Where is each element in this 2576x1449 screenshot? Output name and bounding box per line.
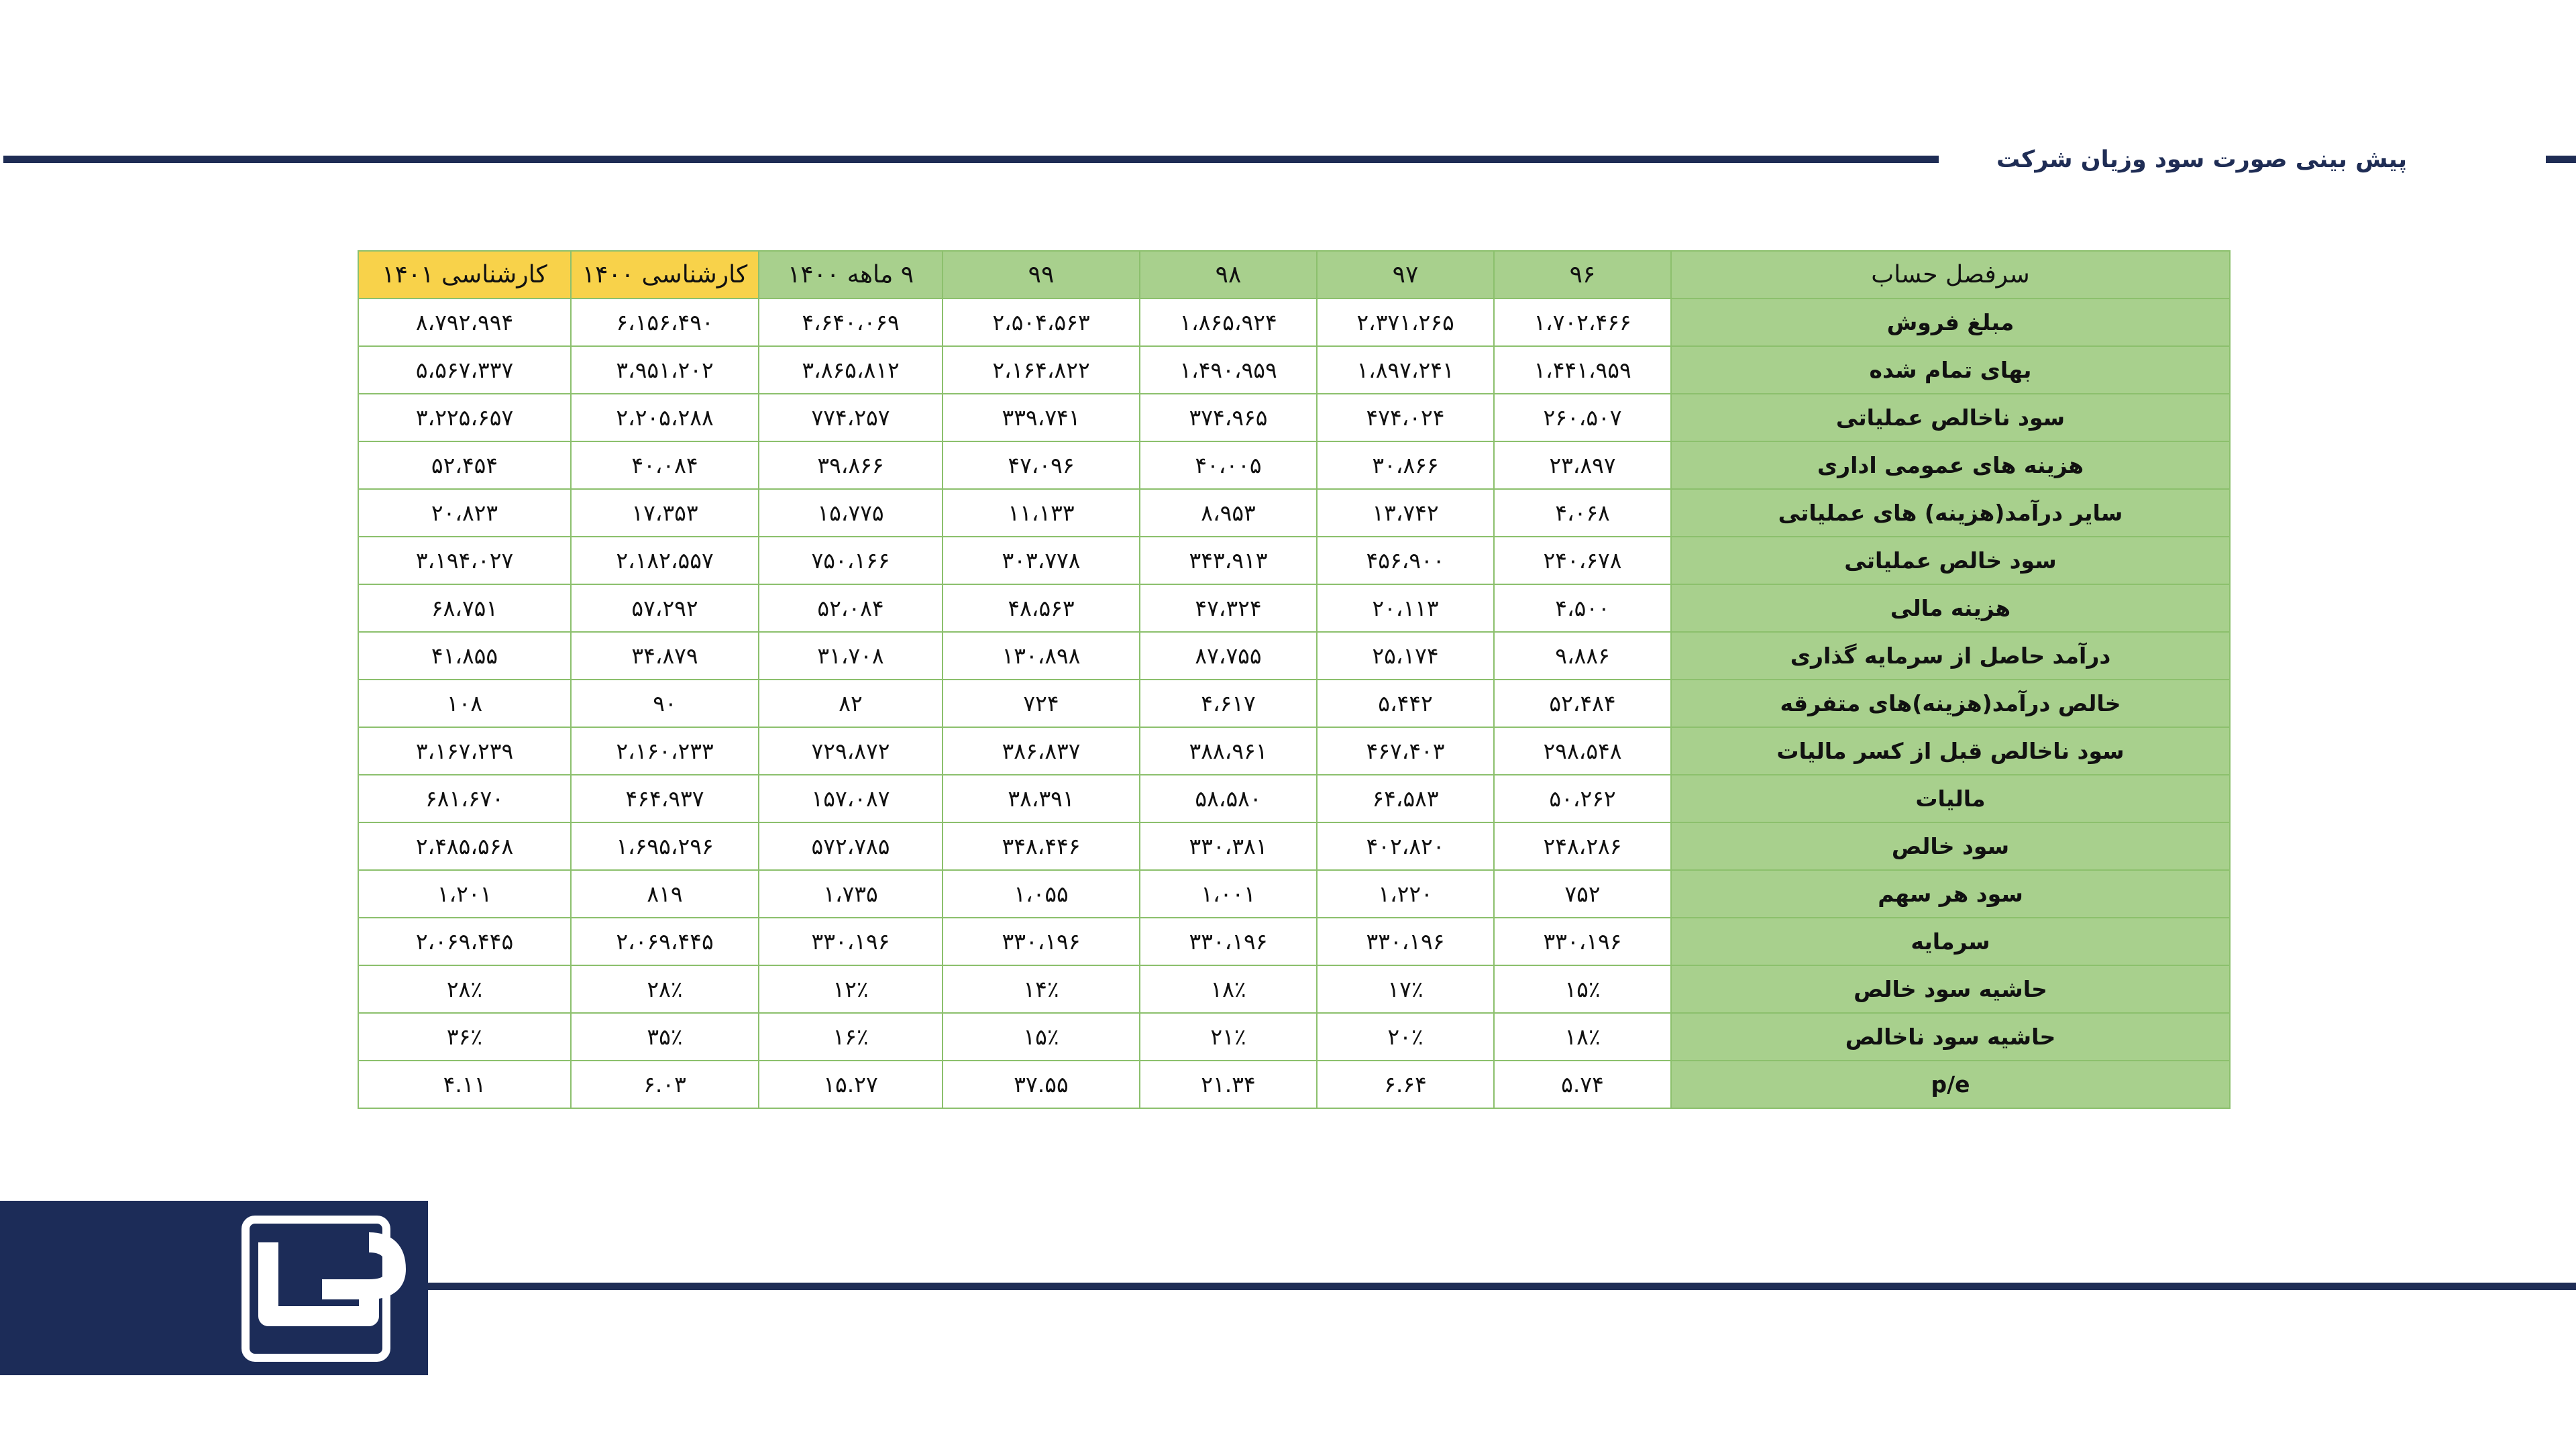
bottom-divider-line	[426, 1283, 2576, 1290]
table-cell: ۴۷،۳۲۴	[1140, 584, 1317, 632]
row-label: سود ناخالص قبل از کسر مالیات	[1671, 727, 2230, 775]
table-cell: ۳۷۴،۹۶۵	[1140, 394, 1317, 441]
table-cell: ۷۷۴،۲۵۷	[759, 394, 943, 441]
table-cell: ۱،۴۹۰،۹۵۹	[1140, 346, 1317, 394]
table-row	[358, 489, 2230, 537]
table-cell: ۱،۴۴۱،۹۵۹	[1494, 346, 1671, 394]
table-cell: ۵۲،۴۸۴	[1494, 680, 1671, 727]
table-row	[358, 299, 2230, 346]
column-header-expert-1401: کارشناسی ۱۴۰۱	[358, 251, 571, 299]
table-cell: ۱،۷۳۵	[759, 870, 943, 918]
table-cell: ۳۸،۳۹۱	[943, 775, 1140, 822]
table-cell: ۳۳۰،۱۹۶	[943, 918, 1140, 965]
table-cell: ۱،۷۰۲،۴۶۶	[1494, 299, 1671, 346]
table-row	[358, 918, 2230, 965]
column-header-9m-1400: ۹ ماهه ۱۴۰۰	[759, 251, 943, 299]
table-cell: ۳۴۸،۴۴۶	[943, 822, 1140, 870]
table-cell: ۳۳۰،۱۹۶	[759, 918, 943, 965]
table-cell: ۶۸۱،۶۷۰	[358, 775, 571, 822]
table-row	[358, 1061, 2230, 1108]
table-cell: ۷۵۲	[1494, 870, 1671, 918]
table-row	[358, 870, 2230, 918]
table-cell: ۵،۴۴۲	[1317, 680, 1494, 727]
table-cell: ۱۵.۲۷	[759, 1061, 943, 1108]
table-cell: ۴۷،۰۹۶	[943, 441, 1140, 489]
table-row	[358, 346, 2230, 394]
row-label: p/e	[1671, 1061, 2230, 1108]
row-label: سود ناخالص عملیاتی	[1671, 394, 2230, 441]
column-header-97: ۹۷	[1317, 251, 1494, 299]
table-cell: ۱،۸۶۵،۹۲۴	[1140, 299, 1317, 346]
table-cell: ۲۱٪	[1140, 1013, 1317, 1061]
row-label: سود خالص عملیاتی	[1671, 537, 2230, 584]
table-cell: ۳۸۸،۹۶۱	[1140, 727, 1317, 775]
table-cell: ۴۸،۵۶۳	[943, 584, 1140, 632]
table-cell: ۵۰،۲۶۲	[1494, 775, 1671, 822]
table-cell: ۱۸٪	[1140, 965, 1317, 1013]
table-cell: ۳۱،۷۰۸	[759, 632, 943, 680]
table-cell: ۱۷،۳۵۳	[571, 489, 759, 537]
table-cell: ۶،۱۵۶،۴۹۰	[571, 299, 759, 346]
table-cell: ۵۲،۴۵۴	[358, 441, 571, 489]
table-cell: ۱۵،۷۷۵	[759, 489, 943, 537]
table-cell: ۳۴،۸۷۹	[571, 632, 759, 680]
table-cell: ۴۶۷،۴۰۳	[1317, 727, 1494, 775]
page-title: پیش بینی صورت سود وزیان شرکت	[1996, 146, 2407, 173]
table-cell: ۳۰،۸۶۶	[1317, 441, 1494, 489]
table-cell: ۴۰،۰۰۵	[1140, 441, 1317, 489]
table-cell: ۵۸،۵۸۰	[1140, 775, 1317, 822]
row-label: مالیات	[1671, 775, 2230, 822]
table-cell: ۴،۵۰۰	[1494, 584, 1671, 632]
table-cell: ۵.۷۴	[1494, 1061, 1671, 1108]
column-header-99: ۹۹	[943, 251, 1140, 299]
table-cell: ۱۲٪	[759, 965, 943, 1013]
table-row	[358, 441, 2230, 489]
table-cell: ۲،۵۰۴،۵۶۳	[943, 299, 1140, 346]
row-label: درآمد حاصل از سرمایه گذاری	[1671, 632, 2230, 680]
table-cell: ۱۵٪	[1494, 965, 1671, 1013]
table-cell: ۲،۴۸۵،۵۶۸	[358, 822, 571, 870]
company-logo-icon	[241, 1216, 416, 1363]
table-cell: ۱۴٪	[943, 965, 1140, 1013]
row-label: سایر درآمد(هزینه) های عملیاتی	[1671, 489, 2230, 537]
table-cell: ۹،۸۸۶	[1494, 632, 1671, 680]
table-cell: ۱،۲۲۰	[1317, 870, 1494, 918]
table-cell: ۲۰،۸۲۳	[358, 489, 571, 537]
table-cell: ۱۸٪	[1494, 1013, 1671, 1061]
table-cell: ۳۶٪	[358, 1013, 571, 1061]
top-divider-line-end	[2546, 156, 2576, 163]
row-label: هزینه های عمومی اداری	[1671, 441, 2230, 489]
table-row	[358, 537, 2230, 584]
row-label: حاشیه سود خالص	[1671, 965, 2230, 1013]
table-cell: ۶.۶۴	[1317, 1061, 1494, 1108]
table-cell: ۲۴۰،۶۷۸	[1494, 537, 1671, 584]
table-cell: ۳۳۰،۱۹۶	[1317, 918, 1494, 965]
table-cell: ۱۰۸	[358, 680, 571, 727]
table-cell: ۲،۱۶۰،۲۳۳	[571, 727, 759, 775]
table-cell: ۴،۶۱۷	[1140, 680, 1317, 727]
table-cell: ۱۳،۷۴۲	[1317, 489, 1494, 537]
table-cell: ۲،۰۶۹،۴۴۵	[571, 918, 759, 965]
table-cell: ۱،۸۹۷،۲۴۱	[1317, 346, 1494, 394]
table-body	[358, 299, 2230, 1108]
row-label: خالص درآمد(هزینه)های متفرقه	[1671, 680, 2230, 727]
table-cell: ۲۸٪	[571, 965, 759, 1013]
table-cell: ۱۶٪	[759, 1013, 943, 1061]
column-header-96: ۹۶	[1494, 251, 1671, 299]
logo-panel	[0, 1201, 428, 1375]
table-row	[358, 394, 2230, 441]
table-cell: ۸۲	[759, 680, 943, 727]
table-cell: ۴۱،۸۵۵	[358, 632, 571, 680]
table-cell: ۲۵،۱۷۴	[1317, 632, 1494, 680]
table-cell: ۱۵۷،۰۸۷	[759, 775, 943, 822]
table-cell: ۲۰،۱۱۳	[1317, 584, 1494, 632]
table-cell: ۹۰	[571, 680, 759, 727]
table-cell: ۳،۹۵۱،۲۰۲	[571, 346, 759, 394]
table-cell: ۵۷۲،۷۸۵	[759, 822, 943, 870]
table-cell: ۱۳۰،۸۹۸	[943, 632, 1140, 680]
table-cell: ۳۳۰،۱۹۶	[1140, 918, 1317, 965]
column-header-expert-1400: کارشناسی ۱۴۰۰	[571, 251, 759, 299]
table-cell: ۵،۵۶۷،۳۳۷	[358, 346, 571, 394]
table-cell: ۷۵۰،۱۶۶	[759, 537, 943, 584]
table-row	[358, 965, 2230, 1013]
table-cell: ۲۶۰،۵۰۷	[1494, 394, 1671, 441]
table-row	[358, 632, 2230, 680]
table-cell: ۴۷۴،۰۲۴	[1317, 394, 1494, 441]
table-cell: ۶.۰۳	[571, 1061, 759, 1108]
table-cell: ۱،۰۰۱	[1140, 870, 1317, 918]
table-cell: ۱،۰۵۵	[943, 870, 1140, 918]
table-cell: ۲۹۸،۵۴۸	[1494, 727, 1671, 775]
table-row	[358, 584, 2230, 632]
table-cell: ۳۳۰،۱۹۶	[1494, 918, 1671, 965]
table-cell: ۸،۹۵۳	[1140, 489, 1317, 537]
column-header-98: ۹۸	[1140, 251, 1317, 299]
table-cell: ۲۳،۸۹۷	[1494, 441, 1671, 489]
table-cell: ۲،۱۶۴،۸۲۲	[943, 346, 1140, 394]
table-cell: ۴۵۶،۹۰۰	[1317, 537, 1494, 584]
table-cell: ۳۵٪	[571, 1013, 759, 1061]
table-row	[358, 822, 2230, 870]
table-cell: ۳۳۰،۳۸۱	[1140, 822, 1317, 870]
table-cell: ۱۷٪	[1317, 965, 1494, 1013]
table-cell: ۸،۷۹۲،۹۹۴	[358, 299, 571, 346]
table-cell: ۳۰۳،۷۷۸	[943, 537, 1140, 584]
table-row	[358, 775, 2230, 822]
table-cell: ۸۱۹	[571, 870, 759, 918]
table-cell: ۳،۸۶۵،۸۱۲	[759, 346, 943, 394]
table-cell: ۳،۱۹۴،۰۲۷	[358, 537, 571, 584]
table-cell: ۳۹،۸۶۶	[759, 441, 943, 489]
table-cell: ۶۴،۵۸۳	[1317, 775, 1494, 822]
table-cell: ۱۵٪	[943, 1013, 1140, 1061]
table-cell: ۴۰۲،۸۲۰	[1317, 822, 1494, 870]
table-cell: ۳،۱۶۷،۲۳۹	[358, 727, 571, 775]
row-label: مبلغ فروش	[1671, 299, 2230, 346]
table-cell: ۱،۶۹۵،۲۹۶	[571, 822, 759, 870]
table-row	[358, 727, 2230, 775]
table-cell: ۲۰٪	[1317, 1013, 1494, 1061]
table-cell: ۲،۳۷۱،۲۶۵	[1317, 299, 1494, 346]
top-divider-line	[3, 156, 1939, 163]
table-cell: ۵۲،۰۸۴	[759, 584, 943, 632]
table-row	[358, 680, 2230, 727]
table-cell: ۱،۲۰۱	[358, 870, 571, 918]
table-cell: ۲۸٪	[358, 965, 571, 1013]
table-row	[358, 1013, 2230, 1061]
table-cell: ۷۲۴	[943, 680, 1140, 727]
table-cell: ۳۴۳،۹۱۳	[1140, 537, 1317, 584]
row-label: حاشیه سود ناخالص	[1671, 1013, 2230, 1061]
table-cell: ۶۸،۷۵۱	[358, 584, 571, 632]
table-cell: ۴.۱۱	[358, 1061, 571, 1108]
table-cell: ۴،۶۴۰،۰۶۹	[759, 299, 943, 346]
table-cell: ۳۷.۵۵	[943, 1061, 1140, 1108]
table-cell: ۸۷،۷۵۵	[1140, 632, 1317, 680]
table-cell: ۱۱،۱۳۳	[943, 489, 1140, 537]
row-label: سرمایه	[1671, 918, 2230, 965]
table-cell: ۲،۰۶۹،۴۴۵	[358, 918, 571, 965]
table-cell: ۳،۲۲۵،۶۵۷	[358, 394, 571, 441]
table-cell: ۳۸۶،۸۳۷	[943, 727, 1140, 775]
row-label: سود هر سهم	[1671, 870, 2230, 918]
table-cell: ۷۲۹،۸۷۲	[759, 727, 943, 775]
column-header-account: سرفصل حساب	[1671, 251, 2230, 299]
row-label: سود خالص	[1671, 822, 2230, 870]
table-cell: ۲،۱۸۲،۵۵۷	[571, 537, 759, 584]
table-cell: ۴،۰۶۸	[1494, 489, 1671, 537]
table-header-row	[358, 251, 2230, 299]
table-cell: ۲۱.۳۴	[1140, 1061, 1317, 1108]
row-label: بهای تمام شده	[1671, 346, 2230, 394]
row-label: هزینه مالی	[1671, 584, 2230, 632]
table-cell: ۳۳۹،۷۴۱	[943, 394, 1140, 441]
income-statement-table	[358, 250, 2229, 1109]
table-cell: ۴۰،۰۸۴	[571, 441, 759, 489]
table-cell: ۴۶۴،۹۳۷	[571, 775, 759, 822]
table-cell: ۲۴۸،۲۸۶	[1494, 822, 1671, 870]
table-cell: ۵۷،۲۹۲	[571, 584, 759, 632]
table-cell: ۲،۲۰۵،۲۸۸	[571, 394, 759, 441]
